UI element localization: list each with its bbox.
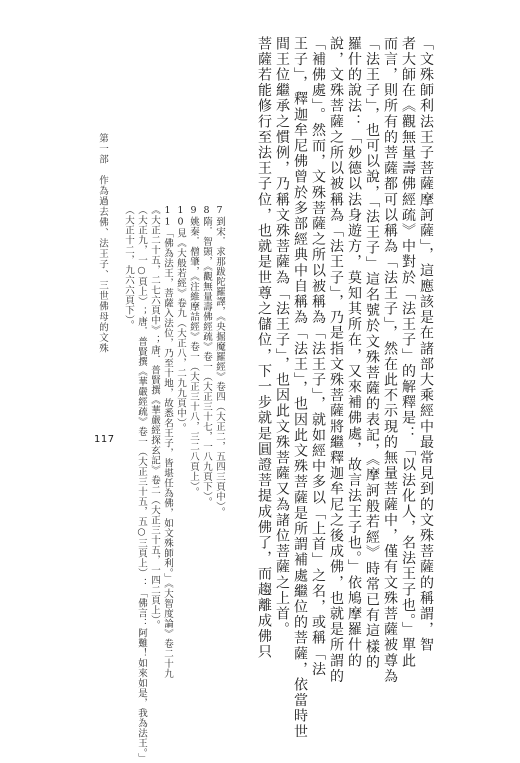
body-column-1: 「文殊師利法王子菩薩摩訶薩」，這應該是在諸部大乘經中最常見到的文殊菩薩的稱謂，智 (418, 36, 434, 653)
body-column-10: 菩薩若能修行至法王子位，也就是世尊之儲位，下一步就是圓證菩提成佛了，而趨離成佛只 (256, 36, 272, 660)
body-column-8: 王子」，釋迦牟尼佛曾於多部經典中自稱為「法王」，也因此文殊菩薩是所謂補處繼位的菩薩，依當時世 (292, 36, 308, 740)
body-column-9: 間王位繼承之慣例，乃稱文殊菩薩為「法王子」，也因此文殊菩薩又為諸位菩薩之上首。 (274, 36, 290, 638)
footnote-11: 11「佛為法王，菩薩入法位，乃至十地，故悉名王子，皆堪任為佛，如文殊師利。」《大智度論》卷二十九 (162, 205, 173, 679)
body-column-6: 說，文殊菩薩之所以被稱為「法王子」，乃是指文殊菩薩將繼釋迦牟尼之後成佛，也就是所謂的 (328, 36, 344, 685)
body-column-3: 而言，則所有的菩薩都可以稱為「法王子」，然在此不示現的無量菩薩中，僅有文殊菩薩被尊為 (382, 36, 398, 685)
footnote-continuation-1: 《大正二十五，二七六頁中》；唐．普賢撰《華嚴經探玄記》卷二（大正三十五，一四二頁上）。 (149, 205, 160, 631)
body-column-2: 者大師在《觀無量壽佛經疏》中對於「法王子」的解釋是：「以法化人，名法王子也。」單此 (400, 36, 416, 669)
body-column-5: 羅什的說法：「妙德以法身遊方，莫知其所在，又來補佛處，故言法王子也。」依鳩摩羅什的 (346, 36, 362, 669)
footnote-continuation-3: （大正十二，九六六頁下）。 (123, 205, 134, 331)
footnote-7: 7到宋．求那跋陀羅譯，《央掘魔羅經》卷四（大正二，五四三頁中）。 (214, 205, 225, 517)
running-header: 第一部 作為過去佛、法王子、三世佛母的文殊 (97, 133, 108, 354)
page-number: 117 (94, 434, 115, 445)
footnote-8: 8隋．智顗，《觀無量壽佛經疏》卷一（大正三十七，一八九頁下）。 (201, 205, 212, 507)
footnote-10: 10見《大般若經》卷九（大正八，二九九頁中）。 (175, 205, 186, 434)
footnote-9: 9姚秦．僧肇，《注維摩詰經》卷一（大正三十八，三二八頁上）。 (188, 205, 199, 497)
body-column-7: 「補佛處」。然而，文殊菩薩之所以被稱為「法王子」，就如經中多以「上首」之名，或稱「法 (310, 36, 326, 678)
footnote-continuation-2: （大正九，一○頁上）；唐．普賢撰《華嚴經疏》卷一（大正三十五，五○三頁上）：「佛言：阿難！如來如是，我為法王。」 (136, 205, 147, 763)
body-column-4: 「法王子」，也可以說，「法王子」這名號於文殊菩薩的表記，《摩訶般若經》時常已有這樣的 (364, 36, 380, 671)
